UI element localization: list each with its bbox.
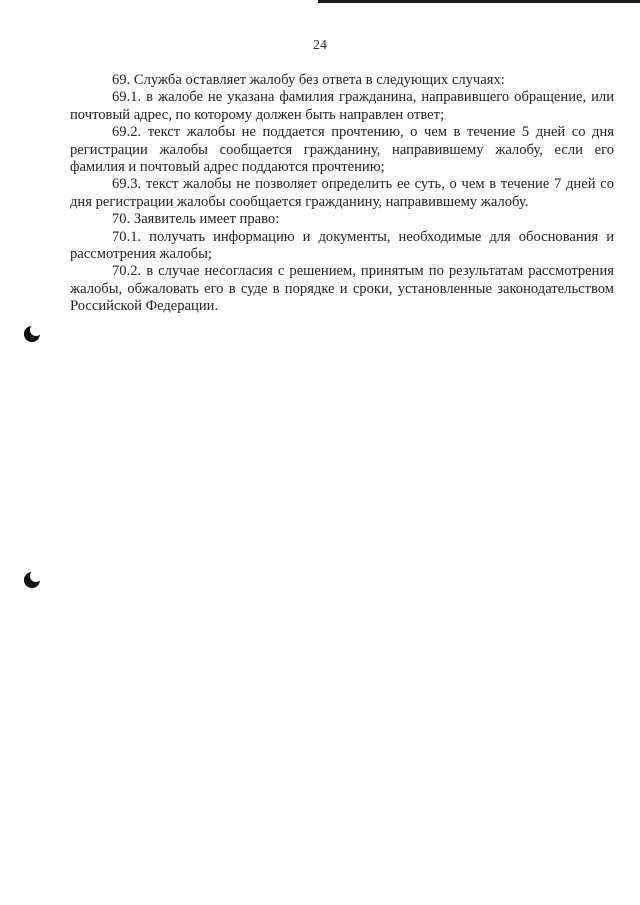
paragraph-69-1: 69.1. в жалобе не указана фамилия гражданина, направившего обращение, или почтовый адрес, по которому должен быть направлен ответ; xyxy=(70,89,614,123)
paragraph-69-3: 69.3. текст жалобы не позволяет определить ее суть, о чем в течение 7 дней со дня регистрации жалобы сообщается гражданину, направившему жалобу. xyxy=(70,176,614,210)
paragraph-69: 69. Служба оставляет жалобу без ответа в следующих случаях: xyxy=(112,72,505,88)
punch-hole-mark-top xyxy=(24,326,40,342)
punch-hole-mark-bottom xyxy=(24,572,40,588)
paragraph-70-2: 70.2. в случае несогласия с решением, принятым по результатам рассмотрения жалобы, обжаловать его в суде в порядке и сроки, установленные законодательством Российской Федерации. xyxy=(70,263,614,315)
document-body xyxy=(70,72,614,316)
paragraph-70-1: 70.1. получать информацию и документы, необходимые для обоснования и рассмотрения жалобы; xyxy=(70,228,614,263)
scan-edge-line xyxy=(318,0,640,3)
paragraph-69-2: 69.2. текст жалобы не поддается прочтению, о чем в течение 5 дней со дня регистрации жалобы сообщается гражданину, направившему жалобу, если его фамилия и почтовый адрес поддаются прочтению; xyxy=(70,124,614,176)
page-number: 24 xyxy=(313,38,327,53)
paragraph-70: 70. Заявитель имеет право: xyxy=(112,211,280,228)
